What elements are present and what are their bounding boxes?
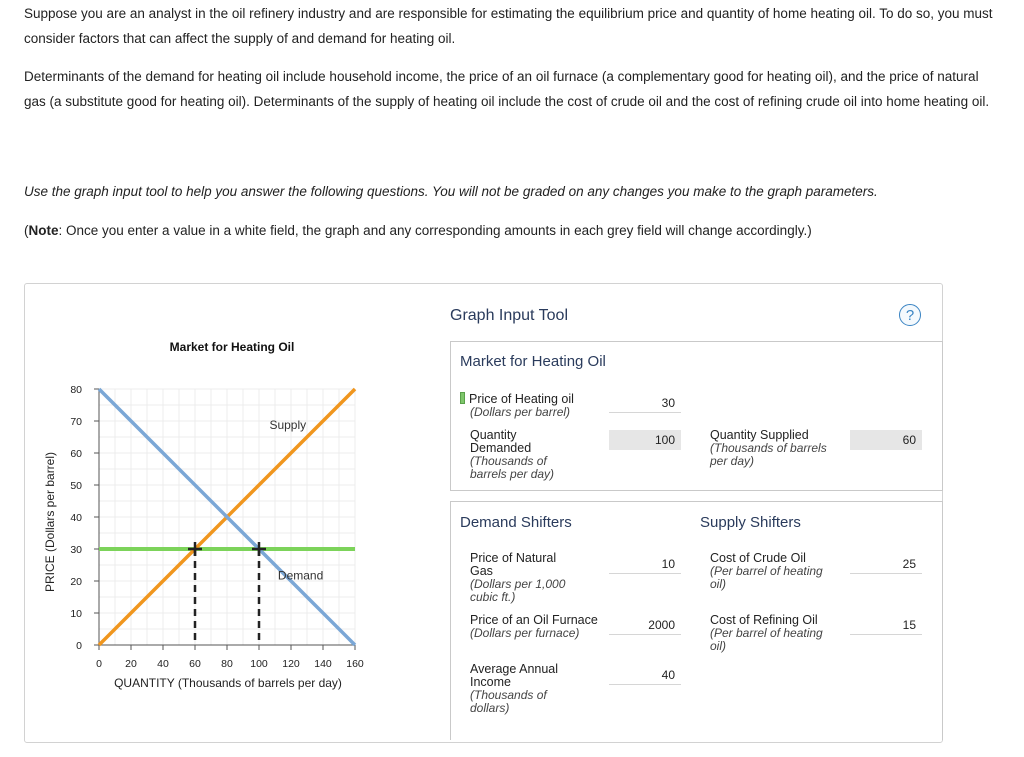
market-box bbox=[450, 341, 943, 491]
quantity-demanded-label bbox=[470, 429, 580, 481]
price-input[interactable]: 30 bbox=[609, 393, 681, 413]
quantity-demanded-unit: (Thousands of barrels per day) bbox=[470, 454, 555, 481]
refining-oil-label bbox=[710, 614, 840, 653]
y-tick-label: 80 bbox=[70, 384, 82, 396]
note-open-paren: ( bbox=[24, 223, 29, 238]
quantity-demanded-field: 100 bbox=[609, 430, 681, 450]
price-label-text: Price of Heating oil bbox=[469, 392, 574, 406]
tool-title: Graph Input Tool bbox=[450, 307, 569, 324]
note-text: : Once you enter a value in a white field, the graph and any corresponding amounts in each grey field will change accordingly.) bbox=[58, 223, 812, 238]
crude-oil-unit: (Per barrel of heating oil) bbox=[710, 564, 823, 591]
supply-label: Supply bbox=[269, 418, 307, 432]
y-tick-label: 20 bbox=[70, 576, 82, 588]
demand-shifters-title: Demand Shifters bbox=[460, 514, 572, 531]
note-label: Note bbox=[28, 223, 59, 238]
supply-shifters-title: Supply Shifters bbox=[700, 514, 801, 531]
y-tick-label: 60 bbox=[70, 448, 82, 460]
y-tick-label: 10 bbox=[70, 608, 82, 620]
intro-paragraph-1: Suppose you are an analyst in the oil refinery industry and are responsible for estimating the equilibrium price and quantity of home heating oil. To do so, you must consider factors that can affect the supply of and demand for heating oil. bbox=[24, 6, 993, 46]
refining-oil-text: Cost of Refining Oil bbox=[710, 613, 818, 627]
oil-furnace-input[interactable]: 2000 bbox=[609, 615, 681, 635]
oil-furnace-unit: (Dollars per furnace) bbox=[470, 626, 580, 640]
y-tick-label: 30 bbox=[70, 544, 82, 556]
natural-gas-unit: (Dollars per 1,000 cubic ft.) bbox=[470, 577, 566, 604]
x-tick-label: 60 bbox=[189, 658, 201, 670]
refining-oil-input[interactable]: 15 bbox=[850, 615, 922, 635]
quantity-demanded-text: Quantity Demanded bbox=[470, 428, 532, 455]
x-tick-label: 120 bbox=[282, 658, 300, 670]
y-tick-label: 50 bbox=[70, 480, 82, 492]
crude-oil-input[interactable]: 25 bbox=[850, 554, 922, 574]
quantity-supplied-unit: (Thousands of barrels per day) bbox=[710, 441, 827, 468]
note-paragraph bbox=[24, 218, 1004, 243]
x-tick-label: 20 bbox=[125, 658, 137, 670]
crude-oil-label bbox=[710, 552, 830, 591]
x-tick-label: 40 bbox=[157, 658, 169, 670]
market-box-title: Market for Heating Oil bbox=[460, 353, 606, 370]
chart-title: Market for Heating Oil bbox=[169, 340, 295, 354]
x-tick-label: 100 bbox=[250, 658, 268, 670]
x-axis-label: QUANTITY (Thousands of barrels per day) bbox=[114, 676, 342, 690]
quantity-supplied-label bbox=[710, 429, 830, 468]
income-label bbox=[470, 663, 582, 715]
income-text: Average Annual Income bbox=[470, 662, 559, 689]
demand-label: Demand bbox=[277, 568, 324, 583]
market-chart[interactable] bbox=[25, 284, 445, 742]
natural-gas-text: Price of Natural Gas bbox=[470, 551, 557, 578]
y-tick-label: 40 bbox=[70, 512, 82, 524]
instructions-paragraph: Use the graph input tool to help you answer the following questions. You will not be graded on any changes you make to the graph parameters. bbox=[24, 184, 878, 199]
graph-panel bbox=[24, 283, 943, 743]
income-unit: (Thousands of dollars) bbox=[470, 688, 547, 715]
oil-furnace-text: Price of an Oil Furnace bbox=[470, 613, 598, 627]
natural-gas-label bbox=[470, 552, 582, 604]
x-tick-label: 140 bbox=[314, 658, 332, 670]
price-unit: (Dollars per barrel) bbox=[470, 405, 571, 419]
x-tick-label: 160 bbox=[346, 658, 364, 670]
y-tick-label: 0 bbox=[76, 640, 82, 652]
x-tick-label: 0 bbox=[96, 658, 102, 670]
income-input[interactable]: 40 bbox=[609, 665, 681, 685]
intro-paragraph-2: Determinants of the demand for heating oil include household income, the price of an oil furnace (a complementary good for heating oil), and the price of natural gas (a substitute good for heating oil). Determinants of the supply of heating oil include the cost of crude oil and the cost of refining crude oil into home heating oil. bbox=[24, 69, 990, 109]
price-label bbox=[460, 392, 574, 419]
price-line-swatch-icon bbox=[460, 392, 465, 404]
quantity-supplied-text: Quantity Supplied bbox=[710, 428, 809, 442]
x-tick-label: 80 bbox=[221, 658, 233, 670]
y-tick-label: 70 bbox=[70, 416, 82, 428]
oil-furnace-label bbox=[470, 614, 600, 640]
refining-oil-unit: (Per barrel of heating oil) bbox=[710, 626, 823, 653]
help-icon[interactable]: ? bbox=[899, 304, 921, 326]
crude-oil-text: Cost of Crude Oil bbox=[710, 551, 806, 565]
shifters-box bbox=[450, 501, 943, 740]
quantity-supplied-field: 60 bbox=[850, 430, 922, 450]
y-axis-label: PRICE (Dollars per barrel) bbox=[43, 451, 57, 593]
natural-gas-input[interactable]: 10 bbox=[609, 554, 681, 574]
